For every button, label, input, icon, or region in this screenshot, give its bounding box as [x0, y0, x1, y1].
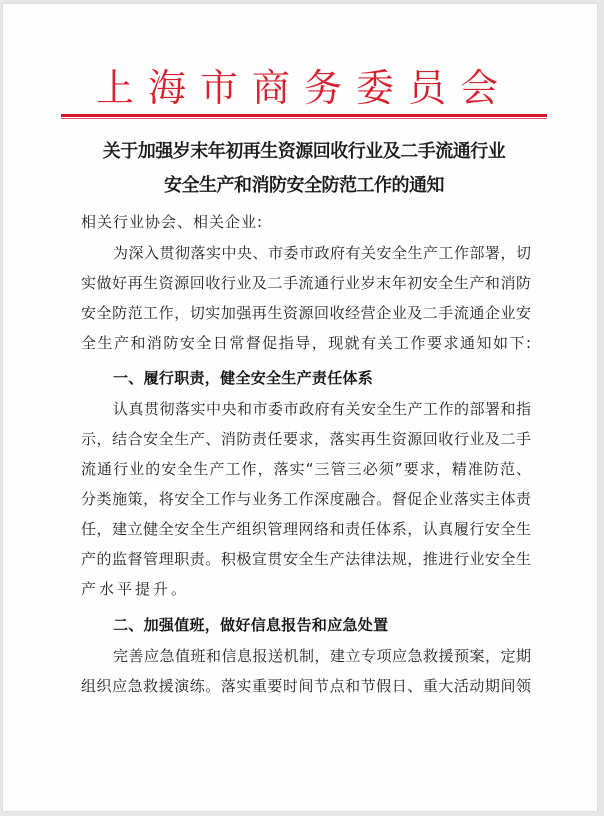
red-rule-thick: [61, 114, 547, 117]
letterhead-org-name: 上海市商务委员会: [95, 66, 512, 110]
section-1-line: 认真贯彻落实中央和市委市政府有关安全生产工作的部署和指: [113, 400, 531, 418]
section-2-heading: 二、加强值班，做好信息报告和应急处置: [113, 616, 389, 634]
red-rule-thin: [61, 118, 547, 119]
intro-line: 安全防范工作，切实加强再生资源回收经营企业及二手流通企业安: [81, 304, 531, 322]
letterhead-red-rule: [61, 114, 547, 120]
section-1-line: 产的监督管理职责。积极宣贯安全生产法律法规，推进行业安全生: [81, 550, 531, 568]
intro-line: 为深入贯彻落实中央、市委市政府有关安全生产工作部署，切: [113, 244, 531, 262]
intro-line: 全生产和消防安全日常督促指导，现就有关工作要求通知如下:: [81, 334, 531, 352]
document-title-line-2: 安全生产和消防安全防范工作的通知: [164, 175, 444, 196]
document-title-line-1: 关于加强岁末年初再生资源回收行业及二手流通行业: [102, 141, 506, 162]
section-1-line: 示，结合安全生产、消防责任要求，落实再生资源回收行业及二手: [81, 430, 531, 448]
section-1-line: 产水平提升。: [81, 580, 190, 598]
section-2-line: 完善应急值班和信息报送机制，建立专项应急救援预案，定期: [113, 647, 531, 665]
salutation: 相关行业协会、相关企业:: [81, 213, 264, 231]
intro-line: 实做好再生资源回收行业及二手流通行业岁末年初安全生产和消防: [81, 274, 531, 292]
document-page: [3, 4, 597, 811]
section-1-line: 流通行业的安全生产工作，落实“三管三必须”要求，精准防范、: [81, 460, 531, 478]
section-2-line: 组织应急救援演练。落实重要时间节点和节假日、重大活动期间领: [81, 677, 531, 695]
section-1-line: 任，建立健全安全生产组织管理网络和责任体系，认真履行安全生: [81, 520, 531, 538]
section-1-line: 分类施策，将安全工作与业务工作深度融合。督促企业落实主体责: [81, 490, 531, 508]
section-1-heading: 一、履行职责，健全安全生产责任体系: [113, 369, 374, 387]
